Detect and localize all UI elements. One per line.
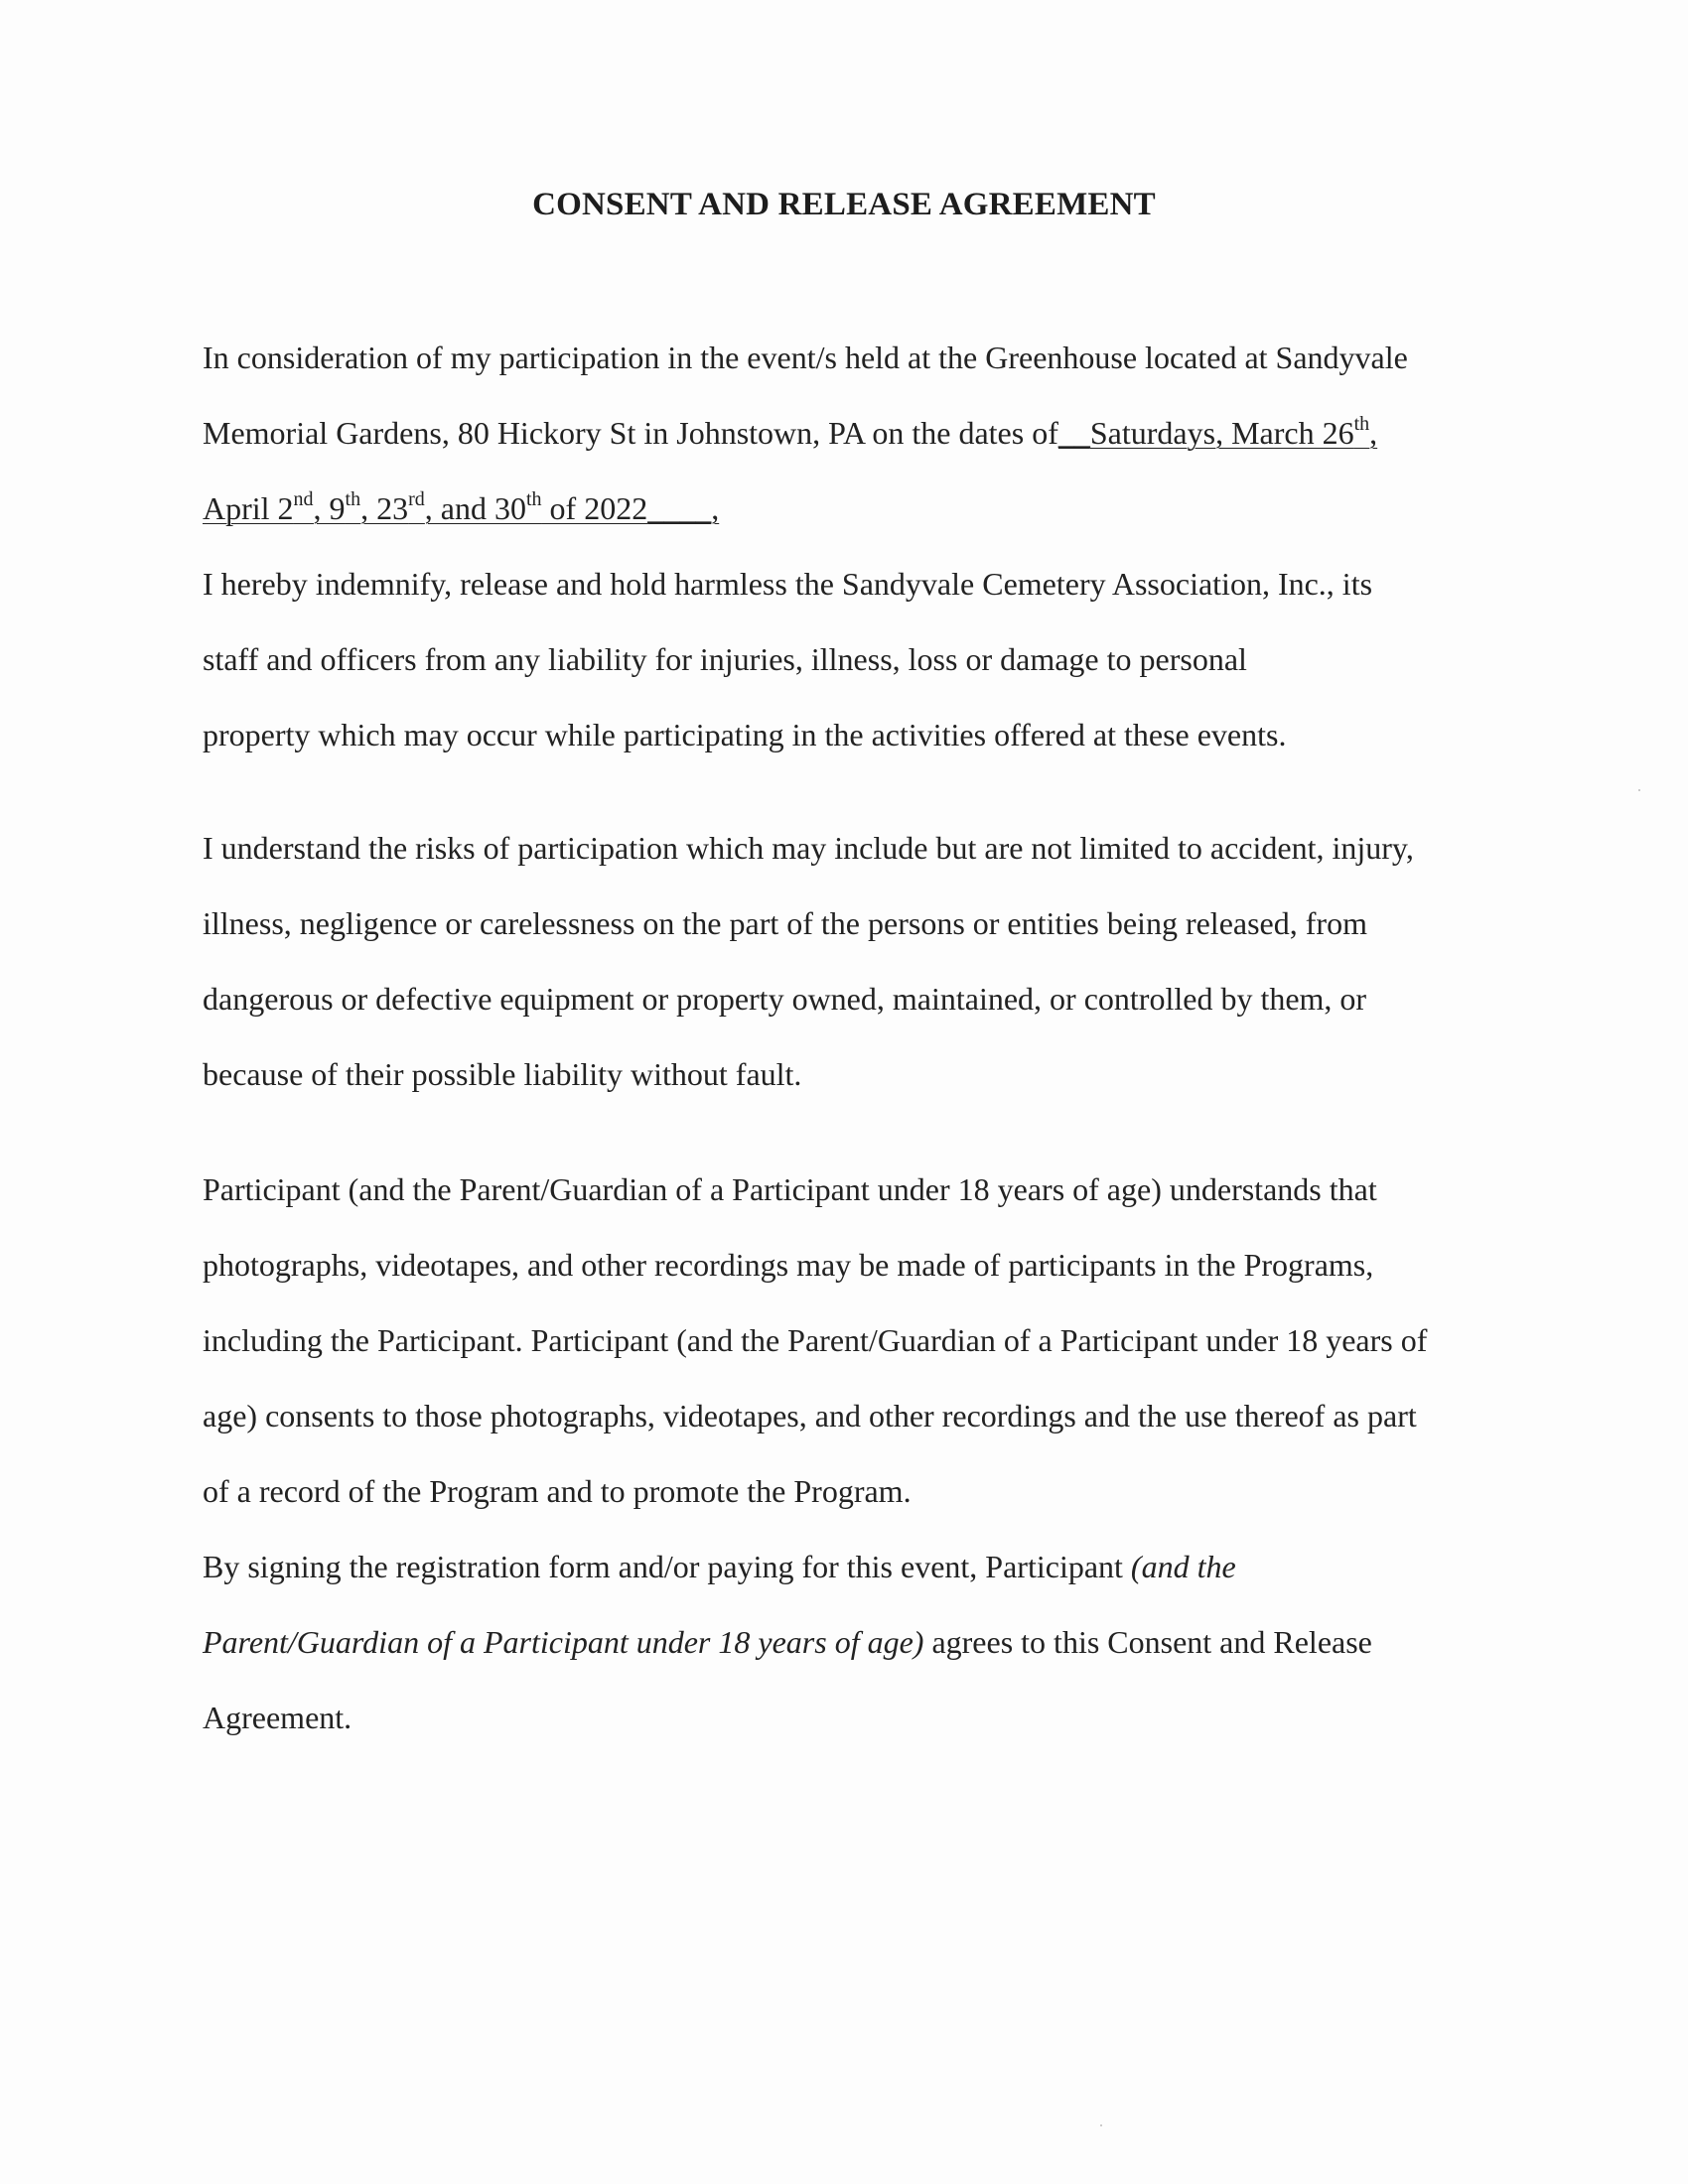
date-part: April 2 <box>203 490 294 526</box>
paragraph-4-line-1 <box>203 1549 1236 1585</box>
date-text: Saturdays, March 26 <box>1089 415 1354 451</box>
superscript: th <box>525 488 542 510</box>
superscript: th <box>345 488 361 510</box>
date-blank-continued <box>203 490 719 526</box>
comma: , <box>711 490 720 526</box>
paragraph-2-line-2: illness, negligence or carelessness on the part of the persons or entities being released, from <box>203 905 1367 941</box>
italic-text: Parent/Guardian of a Participant under 18 years of age) <box>203 1624 924 1660</box>
date-part: of 2022 <box>541 490 648 526</box>
document-title: CONSENT AND RELEASE AGREEMENT <box>532 187 1156 222</box>
paragraph-3-line-3: including the Participant. Participant (and the Parent/Guardian of a Participant under 18 years of <box>203 1322 1428 1358</box>
paragraph-3-line-2: photographs, videotapes, and other recordings may be made of participants in the Programs, <box>203 1247 1374 1283</box>
paragraph-1-line-6: property which may occur while participating in the activities offered at these events. <box>203 717 1287 752</box>
paragraph-1-line-1: In consideration of my participation in the event/s held at the Greenhouse located at Sandyvale <box>203 340 1408 375</box>
paragraph-2-line-1: I understand the risks of participation which may include but are not limited to accident, injury, <box>203 830 1414 866</box>
paragraph-1-line-5: staff and officers from any liability for injuries, illness, loss or damage to personal <box>203 641 1247 677</box>
paragraph-3-line-5: of a record of the Program and to promote the Program. <box>203 1473 912 1509</box>
paragraph-1-line-2 <box>203 415 1377 452</box>
paragraph-3-line-4: age) consents to those photographs, videotapes, and other recordings and the use thereof as part <box>203 1398 1417 1433</box>
scan-speck <box>1100 2124 1102 2126</box>
date-blank <box>1058 415 1377 451</box>
line-text: By signing the registration form and/or paying for this event, Participant <box>203 1549 1131 1584</box>
paragraph-4-line-3: Agreement. <box>203 1700 352 1735</box>
superscript: rd <box>408 488 425 510</box>
paragraph-4-line-2 <box>203 1624 1372 1661</box>
paragraph-2-line-4: because of their possible liability without fault. <box>203 1056 802 1092</box>
paragraph-1-line-3 <box>203 490 719 527</box>
scan-speck <box>1638 789 1640 791</box>
paragraph-2-line-3: dangerous or defective equipment or property owned, maintained, or controlled by them, or <box>203 981 1367 1017</box>
date-part: , and 30 <box>424 490 526 526</box>
superscript: nd <box>293 488 314 510</box>
comma: , <box>1369 415 1378 451</box>
italic-text: (and the <box>1130 1549 1236 1584</box>
paragraph-1-line-4: I hereby indemnify, release and hold harmless the Sandyvale Cemetery Association, Inc., its <box>203 566 1373 602</box>
superscript: th <box>1353 413 1370 435</box>
paragraph-3-line-1: Participant (and the Parent/Guardian of a Participant under 18 years of age) understands that <box>203 1171 1377 1207</box>
blank-gap: __ <box>1057 415 1090 451</box>
line-text: agrees to this Consent and Release <box>923 1624 1372 1660</box>
line-text: Memorial Gardens, 80 Hickory St in Johnstown, PA on the dates of <box>203 415 1058 451</box>
blank-gap: ____ <box>647 490 712 526</box>
date-part: , 23 <box>360 490 409 526</box>
date-part: , 9 <box>313 490 346 526</box>
